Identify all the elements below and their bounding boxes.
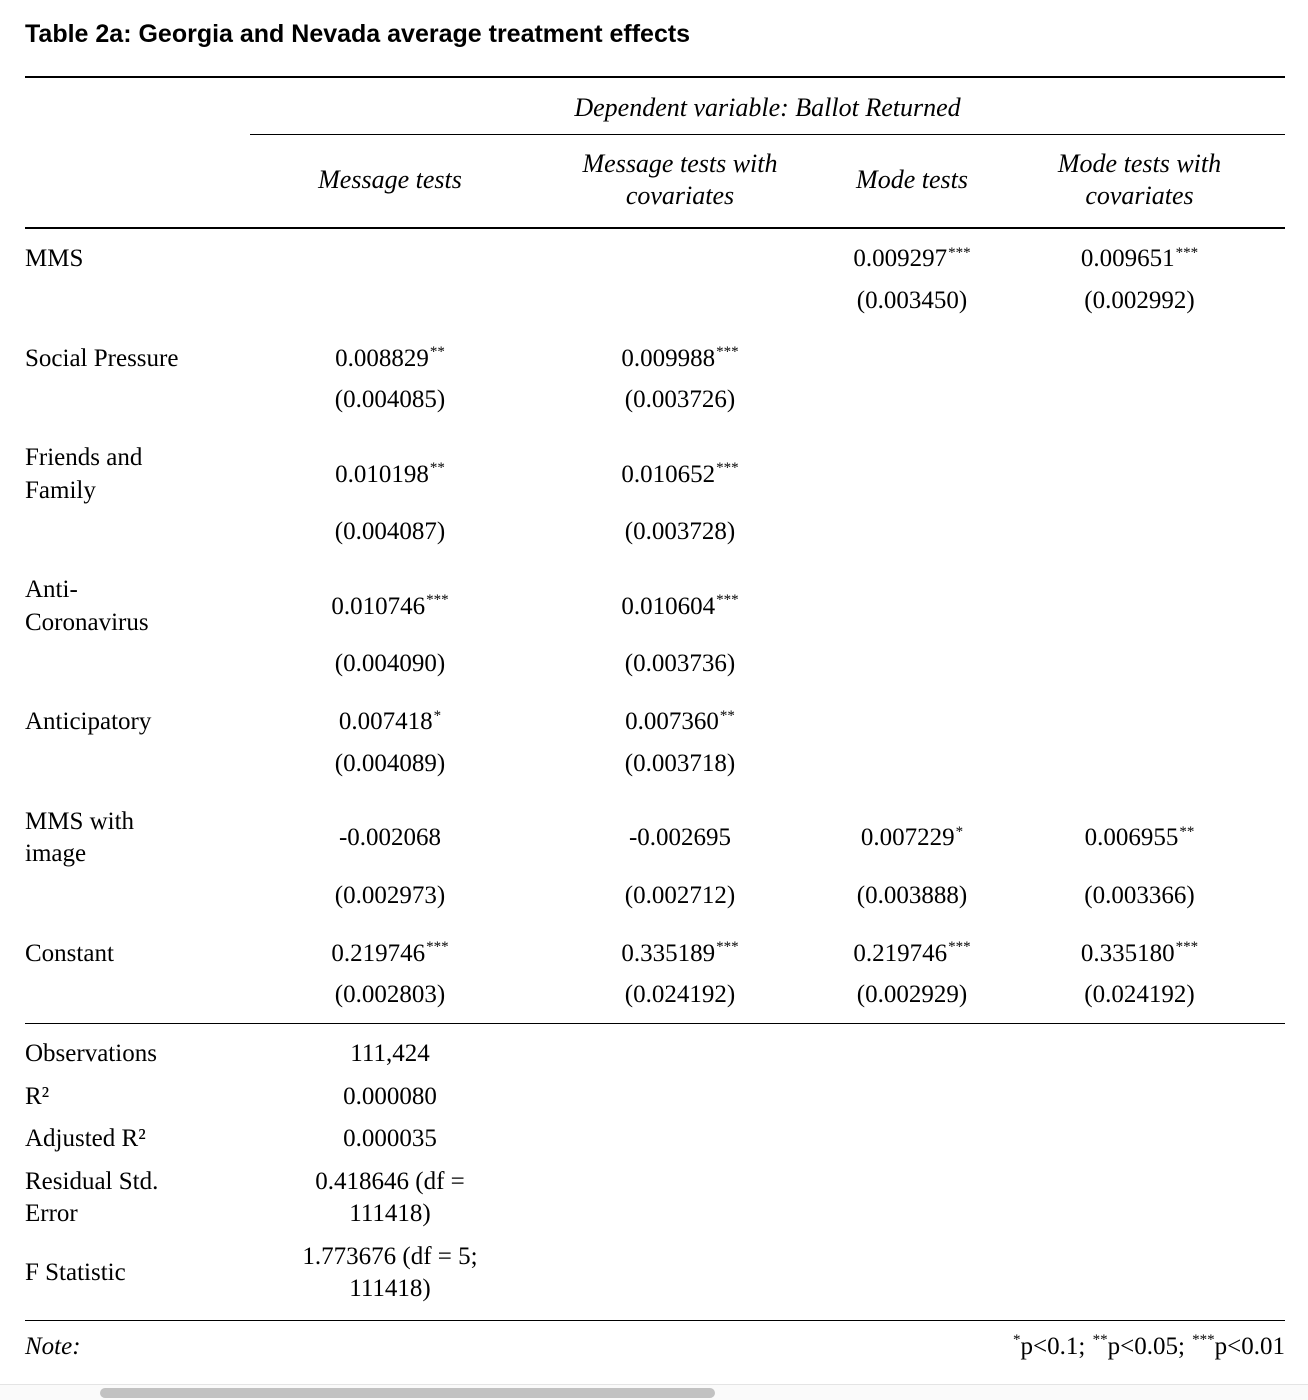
stat-value [250, 1038, 530, 1071]
stat-row [25, 1161, 1285, 1236]
row-label [25, 442, 250, 507]
dependent-variable-header: Dependent variable: Ballot Returned [574, 93, 961, 122]
stat-label-line: Error [25, 1200, 78, 1227]
significance-stars: ** [1092, 1332, 1108, 1349]
coefficient-cell: 0.007360** [625, 707, 735, 736]
standard-error-cell: (0.002712) [624, 881, 736, 909]
stat-label-line: Adjusted R² [25, 1125, 146, 1152]
regression-table [25, 76, 1285, 1375]
coefficient-cell: 0.335180*** [1080, 939, 1199, 967]
significance-stars: *** [1175, 244, 1199, 261]
column-header: Mode tests with covariates [1057, 148, 1222, 210]
standard-error-cell [994, 389, 1285, 400]
coefficient-cell: 0.219746*** [331, 939, 449, 967]
coefficient-cell: 0.010652*** [621, 460, 739, 488]
standard-error-cell: (0.004087) [334, 518, 446, 545]
stat-value-line: 111,424 [350, 1040, 430, 1067]
coefficient-cell: 0.008829** [335, 344, 445, 372]
standard-error-cell: (0.004085) [334, 386, 446, 413]
significance-stars: * [1013, 1332, 1021, 1349]
stat-row [25, 1033, 1285, 1076]
table-row [25, 560, 1285, 692]
stat-row [25, 1236, 1285, 1311]
horizontal-scrollbar [0, 1384, 1308, 1400]
stat-label [25, 1166, 250, 1231]
column-header: Message tests with covariates [582, 148, 778, 210]
standard-error-cell [994, 521, 1285, 532]
standard-error-cell: (0.002992) [1084, 286, 1195, 314]
significance-stars: *** [1192, 1332, 1215, 1349]
row-label-line: Constant [25, 939, 114, 967]
scrollbar-thumb[interactable] [100, 1388, 715, 1398]
coefficient-cell: 0.010746*** [331, 592, 449, 620]
row-label [25, 706, 250, 739]
row-label-line: Coronavirus [25, 608, 149, 636]
standard-error-cell [830, 521, 994, 532]
row-label-line: MMS [25, 245, 84, 272]
table-row [25, 229, 1285, 329]
significance-stars: *** [948, 939, 971, 956]
row-label-line: Anti- [25, 576, 78, 603]
row-label-line: MMS with [25, 807, 135, 835]
summary-statistics [25, 1024, 1285, 1320]
standard-error-cell: (0.004090) [334, 650, 446, 677]
row-label [25, 243, 250, 276]
stat-row [25, 1076, 1285, 1119]
stat-value-line: 111418) [349, 1275, 431, 1302]
table-row [25, 329, 1285, 429]
stat-label [25, 1038, 250, 1071]
stat-row [25, 1118, 1285, 1161]
stat-value [250, 1166, 530, 1231]
coefficient-cell: 0.010198** [335, 460, 445, 488]
stat-label [25, 1081, 250, 1114]
standard-error-cell: (0.003736) [624, 650, 736, 677]
significance-stars: ** [719, 707, 735, 724]
significance-stars: * [955, 823, 964, 840]
table-row [25, 692, 1285, 792]
row-label-line: Friends and [25, 444, 143, 471]
coefficient-cell: -0.002695 [628, 824, 732, 851]
row-label-line: Social Pressure [25, 344, 179, 372]
significance-stars: ** [429, 460, 445, 477]
row-label [25, 806, 250, 871]
standard-error-cell: (0.003366) [1084, 881, 1195, 909]
column-headers [25, 135, 1285, 227]
coefficient-rows [25, 229, 1285, 1023]
table-row [25, 924, 1285, 1024]
coefficient-cell: 0.009988*** [621, 344, 739, 372]
coefficient-cell: 0.219746*** [853, 939, 971, 967]
significance-stars: *** [426, 939, 449, 956]
stat-label-line: Observations [25, 1040, 157, 1067]
significance-stars: *** [1175, 939, 1199, 956]
standard-error-cell: (0.002803) [334, 981, 446, 1008]
significance-stars: *** [716, 344, 739, 361]
significance-stars: *** [716, 939, 739, 956]
table-row [25, 428, 1285, 560]
coefficient-cell: 0.006955** [1084, 823, 1195, 851]
coefficient-cell: -0.002068 [338, 824, 442, 851]
standard-error-cell: (0.024192) [624, 981, 736, 1008]
significance-stars: *** [426, 592, 449, 609]
stat-value-line: 0.000035 [343, 1125, 437, 1152]
coefficient-cell: 0.009297*** [853, 244, 971, 273]
significance-stars: * [433, 707, 442, 724]
row-label [25, 574, 250, 639]
significance-threshold: p<0.1; [1020, 1332, 1092, 1360]
table-row [25, 792, 1285, 924]
stat-label-line: F Statistic [25, 1258, 126, 1286]
standard-error-cell: (0.024192) [1084, 981, 1195, 1008]
stat-value [250, 1241, 530, 1306]
stat-value-line: 111418) [349, 1200, 431, 1227]
significance-stars: *** [716, 592, 739, 609]
coefficient-cell: 0.007229* [860, 823, 964, 851]
significance-stars: *** [716, 460, 739, 477]
standard-error-cell: (0.003728) [624, 518, 736, 545]
standard-error-cell: (0.004089) [334, 749, 446, 777]
standard-error-cell: (0.002973) [334, 881, 446, 909]
standard-error-cell [994, 653, 1285, 664]
standard-error-cell [830, 653, 994, 664]
stat-label [25, 1257, 250, 1290]
standard-error-cell: (0.002929) [856, 981, 968, 1008]
standard-error-cell: (0.003888) [856, 881, 968, 909]
row-label [25, 343, 250, 376]
standard-error-cell [530, 290, 830, 301]
significance-stars: ** [429, 344, 445, 361]
stat-label [25, 1123, 250, 1156]
significance-threshold: p<0.01 [1214, 1332, 1285, 1360]
coefficient-cell: 0.007418* [338, 707, 442, 736]
row-label-line: image [25, 840, 87, 867]
note-row [25, 1321, 1285, 1375]
row-label-line: Family [25, 476, 96, 504]
stat-label-line: R² [25, 1082, 50, 1110]
significance-threshold: p<0.05; [1107, 1332, 1192, 1360]
standard-error-cell [830, 753, 994, 764]
coefficient-cell: 0.009651*** [1080, 244, 1199, 273]
stat-value [250, 1123, 530, 1156]
row-label [25, 938, 250, 971]
standard-error-cell: (0.003726) [624, 386, 736, 413]
stat-value-line: 0.418646 (df = [315, 1167, 465, 1195]
standard-error-cell: (0.003718) [624, 749, 736, 777]
column-header: Message tests [318, 164, 462, 194]
stat-value [250, 1081, 530, 1114]
standard-error-cell [250, 290, 530, 301]
standard-error-cell [830, 389, 994, 400]
standard-error-cell: (0.003450) [856, 286, 968, 314]
coefficient-cell: 0.010604*** [621, 592, 739, 620]
row-label-line: Anticipatory [25, 708, 152, 735]
coefficient-cell: 0.335189*** [621, 939, 739, 967]
significance-stars: ** [1179, 823, 1195, 840]
stat-label-line: Residual Std. [25, 1167, 159, 1195]
column-header: Mode tests [856, 164, 968, 194]
significance-note [1012, 1333, 1285, 1361]
standard-error-cell [994, 753, 1285, 764]
table-title: Table 2a: Georgia and Nevada average treatment effects [25, 20, 691, 48]
stat-value-line: 1.773676 (df = 5; [302, 1242, 478, 1270]
significance-stars: *** [948, 244, 971, 261]
stat-value-line: 0.000080 [343, 1082, 437, 1110]
note-label: Note: [25, 1332, 81, 1360]
